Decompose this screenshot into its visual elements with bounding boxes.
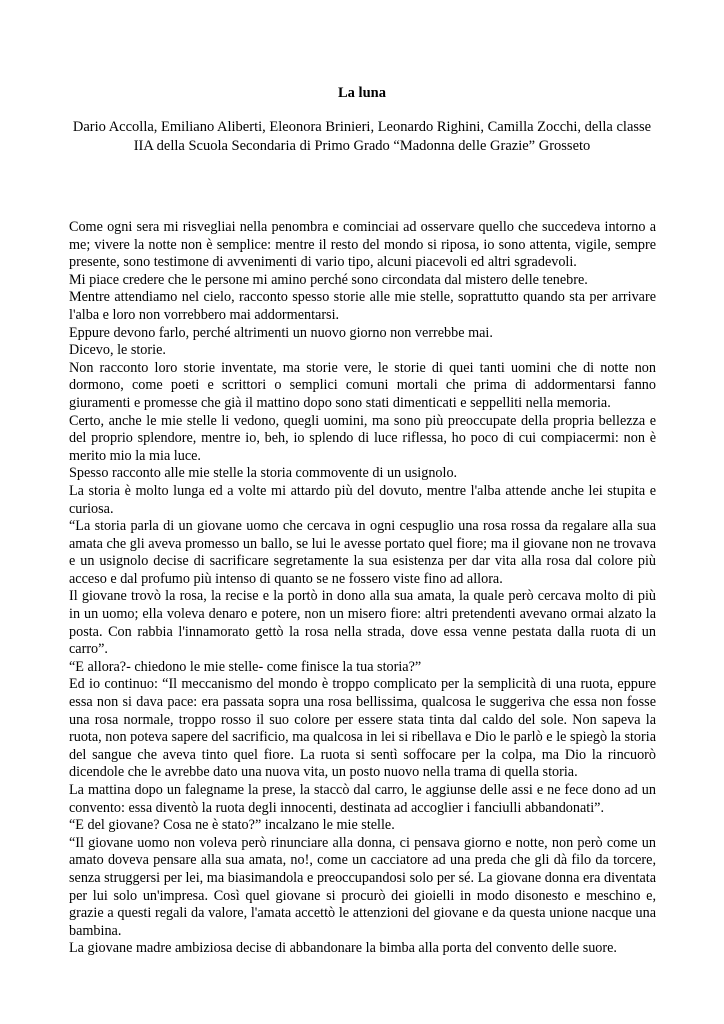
paragraph: Non racconto loro storie inventate, ma storie vere, le storie di quei tanti uomini che di notte non dormono, come poeti e scrittori o semplici comuni mortali che prima di addormentarsi fanno giuramenti e promesse che già il mattino dopo sono stati dimenticati e seppelliti nella memoria.: [69, 359, 656, 411]
paragraph: Eppure devono farlo, perché altrimenti un nuovo giorno non verrebbe mai.: [69, 324, 493, 341]
paragraph: La storia è molto lunga ed a volte mi attardo più del dovuto, mentre l'alba attende anche lei stupita e curiosa.: [69, 482, 656, 517]
paragraph: “E allora?- chiedono le mie stelle- come finisce la tua storia?”: [69, 658, 422, 675]
paragraph: La giovane madre ambiziosa decise di abbandonare la bimba alla porta del convento delle suore.: [69, 940, 617, 957]
document-body: [69, 219, 656, 958]
document-authors: Dario Accolla, Emiliano Aliberti, Eleonora Brinieri, Leonardo Righini, Camilla Zocchi, della classe IIA della Scuola Secondaria di Primo Grado “Madonna delle Grazie” Grosseto: [72, 119, 652, 154]
paragraph: Certo, anche le mie stelle li vedono, quegli uomini, ma sono più preoccupate della propria bellezza e del proprio splendore, mentre io, beh, io splendo di luce riflessa, ho poco di cui compiacermi: non è merito mio la mia luce.: [69, 412, 656, 464]
paragraph: “La storia parla di un giovane uomo che cercava in ogni cespuglio una rosa rossa da regalare alla sua amata che gli aveva promesso un ballo, se lui le avesse portato quel fiore; ma il giovane non ne trovava e un usignolo decise di sacrificare segretamente la sua esistenza per dar vita alla rosa dal colore più acceso e dal profumo più intenso di quanto se ne fossero viste fino ad allora.: [69, 518, 656, 587]
paragraph: Mi piace credere che le persone mi amino perché sono circondata dal mistero delle tenebre.: [69, 271, 588, 288]
paragraph: Ed io continuo: “Il meccanismo del mondo è troppo complicato per la semplicità di una ruota, eppure essa non si dava pace: era passata sopra una rosa bellissima, qualcosa le suggeriva che essa non fosse una rosa normale, troppo rosso il suo colore per essere stata tinta dal caldo del sole. Non sapeva la ruota, non poteva sapere del sacrificio, ma qualcosa in lei si ribellava e Dio le parlò e le spiegò la storia del sangue che aveva tinto quel fiore. La ruota si sentì soffocare per la colpa, ma Dio la rincuorò dicendole che le avrebbe dato una nuova vita, un posto nuovo nella trama di quella storia.: [69, 676, 656, 781]
paragraph: Il giovane trovò la rosa, la recise e la portò in dono alla sua amata, la quale però cercava molto di più in un uomo; ella voleva denaro e potere, non un misero fiore: altri pretendenti avevano ormai alzato la posta. Con rabbia l'innamorato gettò la rosa nella strada, dove essa venne pestata dalla ruota di un carro”.: [69, 588, 656, 658]
paragraph: La mattina dopo un falegname la prese, la staccò dal carro, le aggiunse delle assi e ne fece dono ad un convento: essa diventò la ruota degli innocenti, destinata ad accoglier i fanciulli abbandonati”.: [69, 782, 656, 816]
paragraph: Come ogni sera mi risvegliai nella penombra e cominciai ad osservare quello che succedeva intorno a me; vivere la notte non è semplice: mentre il resto del mondo si riposa, io sono attenta, vigile, sempre presente, sono testimone di avvenimenti di vario tipo, alcuni piacevoli ed altri sgradevoli.: [69, 219, 656, 271]
document-title: La luna: [338, 85, 386, 101]
paragraph: “E del giovane? Cosa ne è stato?” incalzano le mie stelle.: [69, 817, 395, 834]
paragraph: Dicevo, le storie.: [69, 342, 166, 359]
paragraph: Spesso racconto alle mie stelle la storia commovente di un usignolo.: [69, 465, 458, 482]
paragraph: “Il giovane uomo non voleva però rinunciare alla donna, ci pensava giorno e notte, non però come un amato doveva pensare alla sua amata, no!, come un cacciatore ad una preda che gli dà filo da torcere, senza struggersi per lei, ma biasimandola e preoccupandosi solo per sé. La giovane donna era diventata per lui solo un'impresa. Così quel giovane si procurò dei gioielli in modo disonesto e meschino e, grazie a questi regali da valore, l'amata accettò le attenzioni del giovane e da questa unione nacque una bambina.: [69, 834, 656, 939]
paragraph: Mentre attendiamo nel cielo, racconto spesso storie alle mie stelle, soprattutto quando sta per arrivare l'alba e loro non vorrebbero mai addormentarsi.: [69, 289, 656, 323]
